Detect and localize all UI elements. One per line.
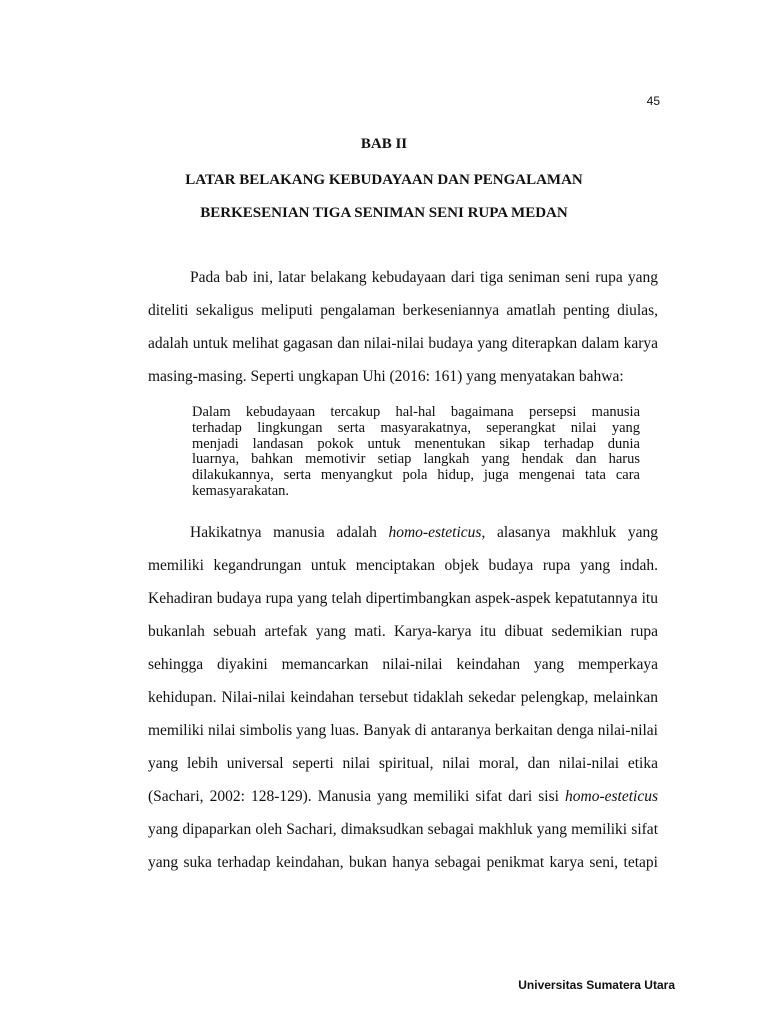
- paragraph-line: kehidupan. Nilai-nilai keindahan tersebut tidaklah sekedar pelengkap, melainkan: [148, 689, 658, 706]
- quote-line: terhadap lingkungan serta masyarakatnya, seperangkat nilai yang: [192, 419, 640, 436]
- paragraph-line: yang lebih universal seperti nilai spiritual, nilai moral, dan nilai-nilai etika: [148, 755, 658, 772]
- quote-line: Dalam kebudayaan tercakup hal-hal bagaimana persepsi manusia: [192, 404, 640, 420]
- paragraph-line: [148, 788, 658, 821]
- paragraph-line: memiliki kegandrungan untuk menciptakan objek budaya rupa yang indah.: [148, 557, 658, 574]
- text-run: Hakikatnya manusia adalah: [190, 524, 389, 541]
- title-line-2: BERKESENIAN TIGA SENIMAN SENI RUPA MEDAN: [200, 205, 568, 221]
- paragraph-line: memiliki nilai simbolis yang luas. Banyak di antaranya berkaitan denga nilai-nilai: [148, 722, 658, 739]
- paragraph-line: masing-masing. Seperti ungkapan Uhi (2016: 161) yang menyatakan bahwa:: [148, 368, 624, 385]
- paragraph-homo-esteticus: [148, 524, 658, 887]
- paragraph-intro: [148, 269, 658, 401]
- quote-line: dilakukannya, serta menyangkut pola hidup, juga mengenai tata cara: [192, 467, 640, 484]
- paragraph-line: Kehadiran budaya rupa yang telah dipertimbangkan aspek-aspek kepatutannya itu: [148, 590, 658, 607]
- paragraph-line: Pada bab ini, latar belakang kebudayaan dari tiga seniman seni rupa yang: [190, 269, 658, 286]
- italic-term: homo-esteticus: [388, 524, 482, 541]
- footer-university: Universitas Sumatera Utara: [518, 978, 675, 992]
- italic-term: homo-esteticus: [565, 788, 658, 805]
- paragraph-line: diteliti sekaligus meliputi pengalaman berkeseniannya amatlah penting diulas,: [148, 302, 658, 319]
- paragraph-line: sehingga diyakini memancarkan nilai-nilai keindahan yang memperkaya: [148, 656, 658, 673]
- paragraph-line: adalah untuk melihat gagasan dan nilai-nilai budaya yang diterapkan dalam karya: [148, 335, 658, 352]
- block-quote: [192, 405, 640, 500]
- paragraph-line: [148, 524, 658, 557]
- quote-line: menjadi landasan pokok untuk menentukan sikap terhadap dunia: [192, 435, 640, 452]
- text-run: , alasanya makhluk yang: [481, 524, 659, 541]
- chapter-heading: BAB II: [360, 136, 408, 152]
- quote-line: luarnya, bahkan memotivir setiap langkah yang hendak dan harus: [192, 451, 640, 468]
- paragraph-line: yang dipaparkan oleh Sachari, dimaksudkan sebagai makhluk yang memiliki sifat: [148, 821, 658, 838]
- page-number: 45: [646, 94, 660, 108]
- quote-line: kemasyarakatan.: [192, 482, 290, 499]
- title-line-1: LATAR BELAKANG KEBUDAYAAN DAN PENGALAMAN: [185, 172, 583, 188]
- paragraph-line: bukanlah sebuah artefak yang mati. Karya-karya itu dibuat sedemikian rupa: [148, 623, 658, 640]
- text-run: (Sachari, 2002: 128-129). Manusia yang memiliki sifat dari sisi: [148, 788, 566, 805]
- paragraph-line: yang suka terhadap keindahan, bukan hanya sebagai penikmat karya seni, tetapi: [148, 854, 658, 871]
